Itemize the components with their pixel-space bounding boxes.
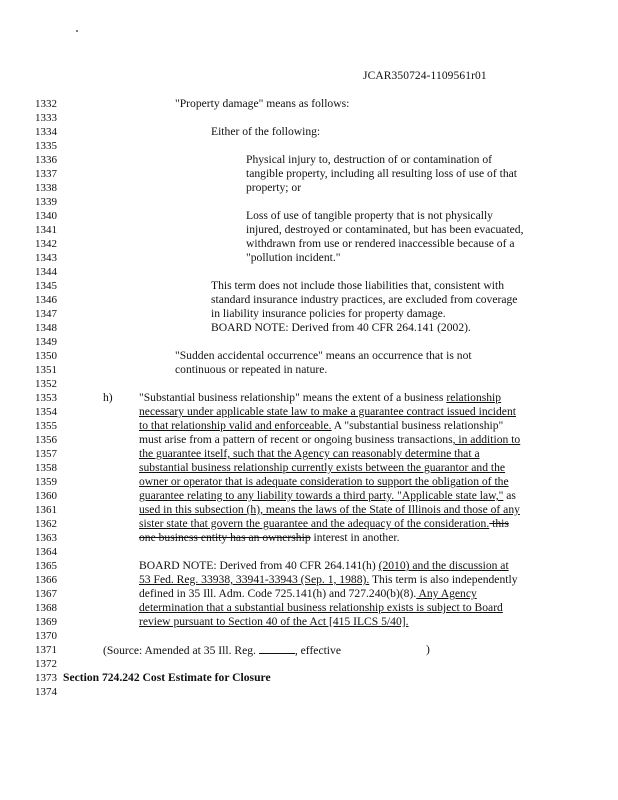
text: property; or <box>246 181 302 194</box>
subsection-label: h) <box>103 391 113 404</box>
line-number: 1346 <box>35 294 57 306</box>
inserted-text: substantial business relationship currently exists between the guarantor and the <box>139 461 506 474</box>
text: "Substantial business relationship" means the extent of a business <box>139 391 447 404</box>
line-number: 1341 <box>35 224 57 236</box>
inserted-text: to that relationship valid and enforceable. <box>139 419 332 432</box>
line-number: 1340 <box>35 210 57 222</box>
board-note <box>139 559 509 573</box>
text-line <box>0 97 618 111</box>
line-number: 1373 <box>35 672 57 684</box>
line-number: 1355 <box>35 420 57 432</box>
line-number: 1367 <box>35 588 57 600</box>
text: "Sudden accidental occurrence" means an occurrence that is not <box>175 349 472 362</box>
text: , effective <box>294 644 341 657</box>
inserted-text: owner or operator that is adequate consideration to support the obligation of the <box>139 475 509 488</box>
text-line <box>0 321 618 335</box>
text-line <box>0 461 618 475</box>
line-number: 1347 <box>35 308 57 320</box>
inserted-text: used in this subsection (h), means the laws of the State of Illinois and those of any <box>139 503 520 516</box>
line-number-row <box>0 265 618 279</box>
text: (Source: Amended at 35 Ill. Reg. <box>103 644 259 657</box>
line-number-row <box>0 685 618 699</box>
text <box>139 573 518 587</box>
scan-dot <box>76 30 78 32</box>
deleted-text: this <box>489 517 509 530</box>
inserted-text: determination that a substantial business relationship exists is subject to Board <box>139 601 503 614</box>
line-number: 1361 <box>35 504 57 516</box>
text-line <box>0 293 618 307</box>
text: defined in 35 Ill. Adm. Code 725.141(h) and 727.240(b)(8). <box>139 587 417 600</box>
line-number: 1344 <box>35 266 57 278</box>
line-number: 1372 <box>35 658 57 670</box>
text-line <box>0 489 618 503</box>
inserted-text: Any Agency <box>416 587 477 600</box>
text-line <box>0 279 618 293</box>
text-line <box>0 391 618 405</box>
text: Either of the following: <box>211 125 321 138</box>
text-line <box>0 559 618 573</box>
line-number: 1360 <box>35 490 57 502</box>
inserted-text: issued incident <box>446 405 516 418</box>
line-number: 1363 <box>35 532 57 544</box>
line-number: 1369 <box>35 616 57 628</box>
inserted-text: the guarantee itself, such that the Agency can reasonably determine that a <box>139 447 480 460</box>
line-number-row <box>0 377 618 391</box>
line-number: 1338 <box>35 182 57 194</box>
text-line <box>0 349 618 363</box>
text: must arise from a pattern of recent or ongoing business transactions <box>139 433 453 446</box>
line-number-row <box>0 629 618 643</box>
text <box>139 489 516 503</box>
inserted-text: review pursuant to Section 40 of the Act [415 ILCS 5/40]. <box>139 615 409 628</box>
inserted-text: necessary under applicable state law to make a guarantee contract <box>139 405 447 418</box>
source-note <box>103 643 341 658</box>
inserted-text: 53 Fed. Reg. 33938, 33941-33943 (Sep. 1, 1988). <box>139 573 370 586</box>
text: tangible property, including all resulting loss of use of that <box>246 167 518 180</box>
line-number: 1332 <box>35 98 57 110</box>
text-line <box>0 573 618 587</box>
line-number: 1370 <box>35 630 57 642</box>
line-number: 1335 <box>35 140 57 152</box>
line-number: 1358 <box>35 462 57 474</box>
line-number: 1343 <box>35 252 57 264</box>
text-line <box>0 503 618 517</box>
line-number: 1356 <box>35 434 57 446</box>
line-number: 1371 <box>35 644 57 656</box>
text: continuous or repeated in nature. <box>175 363 328 376</box>
text-line <box>0 643 618 657</box>
line-number: 1349 <box>35 336 57 348</box>
text-line <box>0 405 618 419</box>
text-line <box>0 181 618 195</box>
line-number: 1368 <box>35 602 57 614</box>
text <box>139 531 400 545</box>
line-number: 1354 <box>35 406 57 418</box>
text-line <box>0 223 618 237</box>
line-number: 1334 <box>35 126 57 138</box>
line-number: 1348 <box>35 322 57 334</box>
board-note: BOARD NOTE: Derived from 40 CFR 264.141 (2002). <box>211 321 471 334</box>
text-line <box>0 153 618 167</box>
line-number: 1365 <box>35 560 57 572</box>
text: "pollution incident." <box>246 251 341 264</box>
text: in liability insurance policies for property damage. <box>211 307 446 320</box>
text: standard insurance industry practices, are excluded from coverage <box>211 293 518 306</box>
text: Physical injury to, destruction of or contamination of <box>246 153 492 166</box>
line-number-row <box>0 195 618 209</box>
text: This term is also independently <box>369 573 518 586</box>
text-line <box>0 601 618 615</box>
text: withdrawn from use or rendered inaccessible because of a <box>246 237 515 250</box>
text: interest in another. <box>310 531 400 544</box>
line-number: 1362 <box>35 518 57 530</box>
text <box>139 587 477 601</box>
text-line <box>0 531 618 545</box>
text-line <box>0 615 618 629</box>
blank-line <box>259 643 295 654</box>
text-line <box>0 125 618 139</box>
line-number: 1366 <box>35 574 57 586</box>
line-number: 1351 <box>35 364 57 376</box>
text: Loss of use of tangible property that is not physically <box>246 209 493 222</box>
line-number: 1359 <box>35 476 57 488</box>
inserted-text: , in addition to <box>452 433 521 446</box>
text-line <box>0 447 618 461</box>
text-line <box>0 517 618 531</box>
text-line <box>0 587 618 601</box>
line-number: 1364 <box>35 546 57 558</box>
text-line <box>0 251 618 265</box>
text: This term does not include those liabilities that, consistent with <box>211 279 505 292</box>
inserted-text: "Applicable state law," <box>394 489 504 502</box>
inserted-text: relationship <box>446 391 502 404</box>
line-number: 1342 <box>35 238 57 250</box>
text <box>139 419 503 433</box>
document-id: JCAR350724-1109561r01 <box>363 70 487 82</box>
line-number: 1333 <box>35 112 57 124</box>
line-number-row <box>0 139 618 153</box>
line-number: 1337 <box>35 168 57 180</box>
inserted-text: guarantee relating to any liability towards a third party. <box>139 489 395 502</box>
text-line <box>0 167 618 181</box>
line-number: 1345 <box>35 280 57 292</box>
deleted-text: one business entity has an ownership <box>139 531 311 544</box>
line-number-row <box>0 545 618 559</box>
inserted-text: sister state that govern the guarantee and the adequacy of the consideration. <box>139 517 490 530</box>
text: BOARD NOTE: Derived from 40 CFR 264.141(h) <box>139 559 379 572</box>
text: ) <box>426 643 430 656</box>
text-line <box>0 475 618 489</box>
text-line <box>0 671 618 685</box>
line-number: 1353 <box>35 392 57 404</box>
section-heading: Section 724.242 Cost Estimate for Closure <box>63 671 271 684</box>
text <box>139 517 509 531</box>
line-number: 1339 <box>35 196 57 208</box>
text: A "substantial business relationship" <box>331 419 504 432</box>
text: injured, destroyed or contaminated, but has been evacuated, <box>246 223 524 236</box>
line-number-row <box>0 335 618 349</box>
text <box>139 405 516 419</box>
line-number: 1350 <box>35 350 57 362</box>
line-number-row <box>0 111 618 125</box>
text-line <box>0 237 618 251</box>
line-number: 1352 <box>35 378 57 390</box>
line-number: 1357 <box>35 448 57 460</box>
inserted-text: (2010) and the discussion at <box>378 559 509 572</box>
text-line <box>0 209 618 223</box>
line-number-row <box>0 657 618 671</box>
text-line <box>0 433 618 447</box>
text-line <box>0 419 618 433</box>
definition-heading: "Property damage" means as follows: <box>175 97 350 110</box>
line-number: 1374 <box>35 686 57 698</box>
text <box>139 391 501 405</box>
text-line <box>0 307 618 321</box>
text: as <box>503 489 516 502</box>
text <box>139 433 520 447</box>
text-line <box>0 363 618 377</box>
line-number: 1336 <box>35 154 57 166</box>
